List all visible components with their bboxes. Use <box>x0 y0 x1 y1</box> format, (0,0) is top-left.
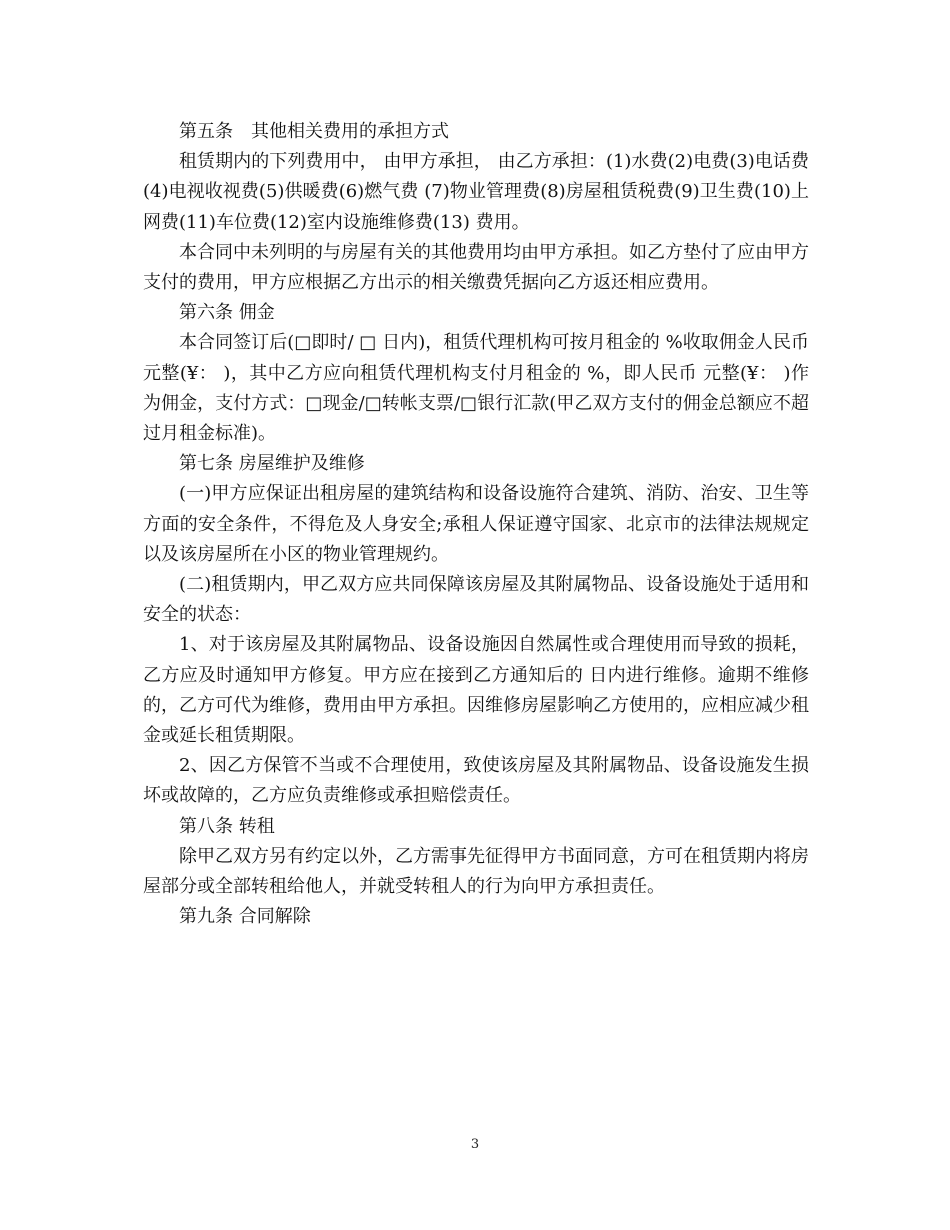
article-5-heading: 第五条 其他相关费用的承担方式 <box>179 121 449 142</box>
article-5-paragraph-1: 租赁期内的下列费用中， 由甲方承担， 由乙方承担：(1)水费(2)电费(3)电话费(4)电视收视费(5)供暖费(6)燃气费 (7)物业管理费(8)房屋租赁税费(9)卫生费(10)上网费(11)车位费(12)室内设施维修费(13) 费用。 <box>143 151 809 233</box>
article-7-heading: 第七条 房屋维护及维修 <box>179 453 365 475</box>
article-9-heading: 第九条 合同解除 <box>179 906 311 928</box>
document-body <box>143 117 809 932</box>
article-7-paragraph-1: (一)甲方应保证出租房屋的建筑结构和设备设施符合建筑、消防、治安、卫生等方面的安全条件，不得危及人身安全;承租人保证遵守国家、北京市的法律法规规定以及该房屋所在小区的物业管理规约。 <box>143 483 809 565</box>
article-8-paragraph: 除甲乙双方另有约定以外，乙方需事先征得甲方书面同意，方可在租赁期内将房屋部分或全部转租给他人，并就受转租人的行为向甲方承担责任。 <box>143 845 809 898</box>
article-6-paragraph: 本合同签订后(□即时/ □ 日内)，租赁代理机构可按月租金的 %收取佣金人民币 元整(¥： )，其中乙方应向租赁代理机构支付月租金的 %，即人民币 元整(¥： )作为佣金，支付方式：□现金/□转帐支票/□银行汇款(甲乙双方支付的佣金总额应不超过月租金标准)。 <box>143 332 809 445</box>
page-number: 3 <box>470 1137 480 1152</box>
article-7-paragraph-2: (二)租赁期内，甲乙双方应共同保障该房屋及其附属物品、设备设施处于适用和安全的状态： <box>143 574 809 626</box>
article-5-paragraph-2: 本合同中未列明的与房屋有关的其他费用均由甲方承担。如乙方垫付了应由甲方支付的费用，甲方应根据乙方出示的相关缴费凭据向乙方返还相应费用。 <box>143 241 809 294</box>
article-6-heading: 第六条 佣金 <box>179 302 275 324</box>
article-8-heading: 第八条 转租 <box>179 815 275 837</box>
article-7-item-2: 2、因乙方保管不当或不合理使用，致使该房屋及其附属物品、设备设施发生损坏或故障的，乙方应负责维修或承担赔偿责任。 <box>143 755 809 807</box>
article-7-item-1: 1、对于该房屋及其附属物品、设备设施因自然属性或合理使用而导致的损耗，乙方应及时通知甲方修复。甲方应在接到乙方通知后的 日内进行维修。逾期不维修的，乙方可代为维修，费用由甲方承担。因维修房屋影响乙方使用的，应相应减少租金或延长租赁期限。 <box>143 634 809 747</box>
